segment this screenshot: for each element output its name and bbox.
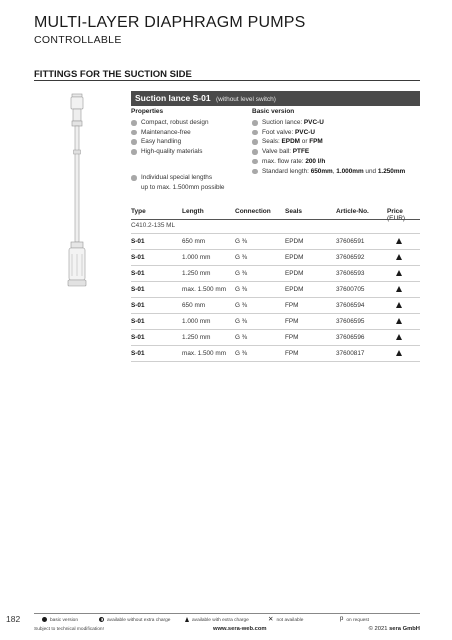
- disclaimer: Subject to technical modification!: [34, 627, 104, 632]
- legend-extra-charge: available with extra charge: [185, 617, 249, 623]
- column-header-length: Length: [182, 208, 204, 215]
- cell-connection: G ⅜: [235, 286, 248, 293]
- table-row: [131, 330, 420, 346]
- cell-connection: G ⅜: [235, 302, 248, 309]
- table-row: [131, 346, 420, 362]
- copyright: © 2021 sera GmbH: [368, 626, 420, 632]
- special-lengths-list: [131, 173, 224, 192]
- page-number: 182: [6, 614, 21, 624]
- properties-heading: Properties: [131, 108, 164, 115]
- cell-seals: FPM: [285, 334, 299, 341]
- cell-connection: G ⅜: [235, 334, 248, 341]
- full-circle-icon: [42, 617, 47, 622]
- cell-connection: G ⅜: [235, 270, 248, 277]
- basic-version-list: [252, 118, 405, 176]
- list-item: max. flow rate: 200 l/h: [252, 157, 405, 167]
- cell-seals: FPM: [285, 318, 299, 325]
- section-title: FITTINGS FOR THE SUCTION SIDE: [34, 69, 192, 80]
- legend-on-request: p on request: [340, 616, 370, 623]
- cell-connection: G ⅜: [235, 318, 248, 325]
- cell-type: S-01: [131, 254, 145, 261]
- cell-article: 37606591: [336, 238, 365, 245]
- column-header-seals: Seals: [285, 208, 302, 215]
- basic-version-heading: Basic version: [252, 108, 295, 115]
- legend-basic-version: basic version: [42, 617, 78, 623]
- cell-length: 650 mm: [182, 302, 206, 309]
- circle-bullet-icon: [131, 149, 137, 155]
- cell-article: 37606592: [336, 254, 365, 261]
- list-item: Valve ball: PTFE: [252, 147, 405, 157]
- list-item: Easy handling: [131, 137, 209, 147]
- table-body: [131, 233, 420, 362]
- cell-article: 37606596: [336, 334, 365, 341]
- column-header-price: Price: [387, 208, 403, 215]
- triangle-up-icon: [396, 334, 402, 340]
- triangle-up-icon: [396, 238, 402, 244]
- circle-bullet-icon: [252, 159, 258, 165]
- cell-seals: FPM: [285, 350, 299, 357]
- table-row: [131, 266, 420, 282]
- suction-lance-image: [62, 92, 92, 292]
- section-divider: [34, 80, 420, 81]
- circle-bullet-icon: [252, 149, 258, 155]
- cell-type: S-01: [131, 286, 145, 293]
- page-title: MULTI-LAYER DIAPHRAGM PUMPS: [34, 14, 306, 31]
- cell-seals: FPM: [285, 302, 299, 309]
- circle-bullet-icon: [131, 120, 137, 126]
- table-row: [131, 250, 420, 266]
- table-row: [131, 298, 420, 314]
- cell-type: S-01: [131, 318, 145, 325]
- cell-connection: G ⅜: [235, 254, 248, 261]
- product-header-bar: [131, 91, 420, 106]
- list-item: Maintenance-free: [131, 128, 209, 138]
- cross-icon: ✕: [268, 616, 274, 623]
- cell-type: S-01: [131, 238, 145, 245]
- list-item: Seals: EPDM or FPM: [252, 137, 405, 147]
- cell-length: 1.250 mm: [182, 334, 211, 341]
- list-item: Foot valve: PVC-U: [252, 128, 405, 138]
- website-link[interactable]: www.sera-web.com: [213, 626, 267, 632]
- table-row: [131, 233, 420, 250]
- cell-type: S-01: [131, 270, 145, 277]
- triangle-up-icon: [396, 286, 402, 292]
- cell-length: 1.000 mm: [182, 318, 211, 325]
- cell-type: S-01: [131, 350, 145, 357]
- cell-seals: EPDM: [285, 238, 304, 245]
- column-header-type: Type: [131, 208, 146, 215]
- cell-article: 37606595: [336, 318, 365, 325]
- cell-article: 37606593: [336, 270, 365, 277]
- legend-no-extra-charge: available without extra charge: [99, 617, 170, 623]
- column-header-connection: Connection: [235, 208, 271, 215]
- half-circle-icon: [99, 617, 104, 622]
- cell-article: 37606594: [336, 302, 365, 309]
- list-item: Compact, robust design: [131, 118, 209, 128]
- cell-type: S-01: [131, 334, 145, 341]
- circle-bullet-icon: [131, 139, 137, 145]
- circle-bullet-icon: [252, 120, 258, 126]
- product-note: (without level switch): [215, 96, 276, 103]
- column-header-article: Article-No.: [336, 208, 369, 215]
- footer-divider: [34, 613, 420, 614]
- table-header-divider: [131, 219, 420, 220]
- cell-type: S-01: [131, 302, 145, 309]
- table-row: [131, 314, 420, 330]
- cell-length: max. 1.500 mm: [182, 350, 227, 357]
- circle-bullet-icon: [252, 130, 258, 136]
- request-icon: p: [340, 616, 344, 622]
- circle-bullet-icon: [252, 139, 258, 145]
- cell-article: 37600817: [336, 350, 365, 357]
- list-item: Suction lance: PVC-U: [252, 118, 405, 128]
- triangle-up-icon: [396, 302, 402, 308]
- cell-connection: G ⅜: [235, 350, 248, 357]
- page-subtitle: CONTROLLABLE: [34, 34, 122, 46]
- circle-bullet-icon: [131, 130, 137, 136]
- circle-bullet-icon: [131, 175, 137, 181]
- cell-seals: EPDM: [285, 254, 304, 261]
- cell-length: 1.000 mm: [182, 254, 211, 261]
- properties-list: [131, 118, 209, 157]
- cell-length: 1.250 mm: [182, 270, 211, 277]
- table-row: [131, 282, 420, 298]
- legend-not-available: ✕ not available: [268, 616, 304, 623]
- cell-connection: G ⅜: [235, 238, 248, 245]
- triangle-up-icon: [396, 350, 402, 356]
- cell-length: 650 mm: [182, 238, 206, 245]
- cell-length: max. 1.500 mm: [182, 286, 227, 293]
- circle-bullet-icon: [252, 169, 258, 175]
- cell-article: 37600705: [336, 286, 365, 293]
- triangle-up-icon: [396, 318, 402, 324]
- triangle-up-icon: [396, 270, 402, 276]
- list-item: High-quality materials: [131, 147, 209, 157]
- list-item: Individual special lengths up to max. 1.500mm possible: [131, 173, 224, 192]
- list-item: Standard length: 650mm, 1.000mm und 1.250mm: [252, 167, 405, 177]
- triangle-up-icon: [185, 617, 189, 622]
- triangle-up-icon: [396, 254, 402, 260]
- cell-seals: EPDM: [285, 270, 304, 277]
- cell-seals: EPDM: [285, 286, 304, 293]
- table-group-label: C410.2-135 ML: [131, 222, 176, 229]
- product-name: Suction lance S-01: [135, 93, 211, 103]
